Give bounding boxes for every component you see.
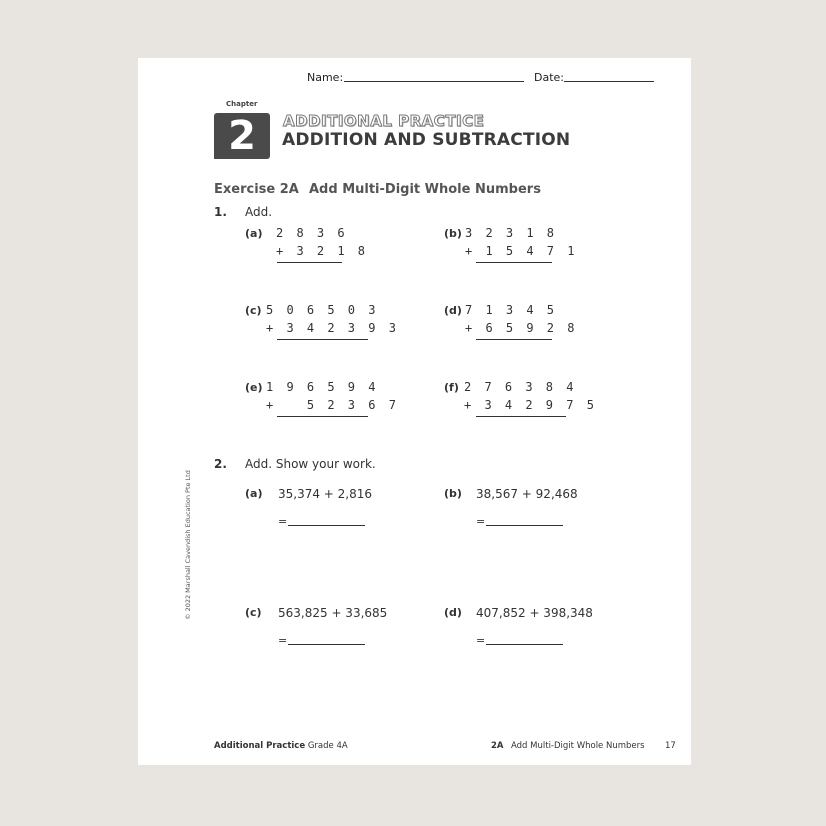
problem-2a-expression: 35,374 + 2,816 <box>278 487 373 501</box>
problem-1a-sum-line <box>277 262 342 263</box>
date-label: Date: <box>534 71 564 84</box>
footer-page-number: 17 <box>665 741 676 751</box>
problem-1c-label: (c) <box>245 304 262 317</box>
problem-2a-label: (a) <box>245 487 263 500</box>
footer-book-title <box>214 741 348 751</box>
problem-1a-label: (a) <box>245 227 263 240</box>
problem-1b-label: (b) <box>444 227 462 240</box>
problem-2d-equals: = <box>476 634 486 647</box>
problem-1f-top: 2 7 6 3 8 4 <box>464 380 577 394</box>
question-1-number: 1. <box>214 205 227 219</box>
problem-2a-equals: = <box>278 515 288 528</box>
chapter-kicker: ADDITIONAL PRACTICE <box>283 112 485 130</box>
problem-2d-label: (d) <box>444 606 462 619</box>
problem-2a-answer-line[interactable] <box>288 525 365 526</box>
problem-1a-top: 2 8 3 6 <box>276 226 348 240</box>
name-label: Name: <box>307 71 344 84</box>
problem-1d-sum-line <box>476 339 552 340</box>
problem-1c-bottom: + 3 4 2 3 9 3 <box>266 321 399 335</box>
problem-2c-label: (c) <box>245 606 262 619</box>
problem-1b-top: 3 2 3 1 8 <box>465 226 558 240</box>
chapter-number: 2 <box>228 113 256 159</box>
problem-1d-label: (d) <box>444 304 462 317</box>
problem-1d-top: 7 1 3 4 5 <box>465 303 558 317</box>
problem-1e-label: (e) <box>245 381 263 394</box>
name-line <box>344 81 524 82</box>
question-1-instruction: Add. <box>245 205 273 219</box>
footer-section-code: 2A <box>491 741 504 751</box>
footer-grade: Grade 4A <box>307 741 348 751</box>
problem-1f-label: (f) <box>444 381 459 394</box>
problem-1c-top: 5 0 6 5 0 3 <box>266 303 379 317</box>
problem-2c-expression: 563,825 + 33,685 <box>278 606 388 620</box>
footer-section-title: Add Multi-Digit Whole Numbers <box>511 741 645 751</box>
problem-1d-bottom: + 6 5 9 2 8 <box>465 321 578 335</box>
worksheet-page <box>138 58 691 765</box>
copyright-notice: © 2022 Marshall Cavendish Education Pte Ltd <box>184 470 192 620</box>
footer-book-bold: Additional Practice <box>214 741 306 751</box>
chapter-title: ADDITION AND SUBTRACTION <box>282 130 571 150</box>
problem-1e-sum-line <box>277 416 368 417</box>
problem-1b-sum-line <box>476 262 552 263</box>
problem-2b-answer-line[interactable] <box>486 525 563 526</box>
problem-1b-bottom: + 1 5 4 7 1 <box>465 244 578 258</box>
problem-2b-expression: 38,567 + 92,468 <box>476 487 578 501</box>
exercise-id: Exercise 2A <box>214 182 299 197</box>
problem-1e-bottom: + 5 2 3 6 7 <box>266 398 399 412</box>
problem-1e-top: 1 9 6 5 9 4 <box>266 380 379 394</box>
problem-2c-equals: = <box>278 634 288 647</box>
problem-1a-bottom: + 3 2 1 8 <box>276 244 369 258</box>
problem-2b-label: (b) <box>444 487 462 500</box>
question-2-number: 2. <box>214 457 227 471</box>
chapter-word: Chapter <box>226 100 258 108</box>
question-2-instruction: Add. Show your work. <box>245 457 376 471</box>
problem-1f-bottom: + 3 4 2 9 7 5 <box>464 398 597 412</box>
problem-1c-sum-line <box>277 339 368 340</box>
problem-1f-sum-line <box>476 416 566 417</box>
exercise-title: Add Multi-Digit Whole Numbers <box>309 182 541 197</box>
problem-2b-equals: = <box>476 515 486 528</box>
problem-2c-answer-line[interactable] <box>288 644 365 645</box>
problem-2d-expression: 407,852 + 398,348 <box>476 606 593 620</box>
date-line <box>564 81 654 82</box>
chapter-number-box <box>214 113 270 159</box>
problem-2d-answer-line[interactable] <box>486 644 563 645</box>
